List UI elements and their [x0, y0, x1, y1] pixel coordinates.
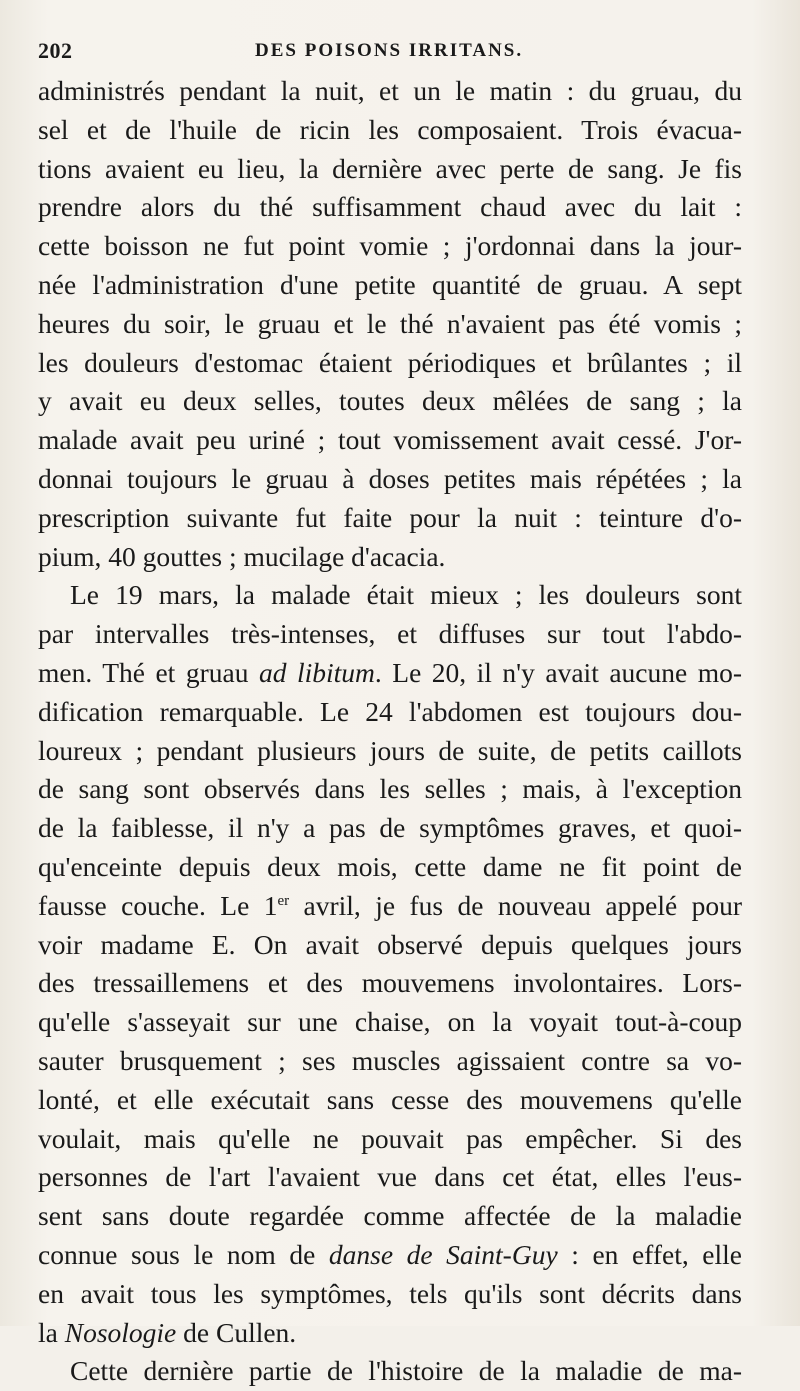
text-line: née l'administration d'une petite quantité de gruau. A sept	[38, 268, 742, 300]
text-line: lonté, et elle exécutait sans cesse des mouvemens qu'elle	[38, 1083, 742, 1115]
paragraph-end-line: pium, 40 gouttes ; mucilage d'acacia.	[38, 540, 446, 572]
paragraph-start-line: Le 19 mars, la malade était mieux ; les douleurs sont	[70, 579, 742, 611]
text-line: connue sous le nom de danse de Saint-Guy : en effet, elle	[38, 1238, 742, 1270]
text-line: sel et de l'huile de ricin les composaient. Trois évacua-	[38, 113, 742, 145]
italic-phrase: ad libitum	[258, 656, 375, 688]
text-line: dification remarquable. Le 24 l'abdomen est toujours dou-	[38, 695, 742, 727]
page-header	[38, 38, 740, 68]
text-line: les douleurs d'estomac étaient périodiques et brûlantes ; il	[38, 346, 742, 378]
text-line: donnai toujours le gruau à doses petites mais répétées ; la	[38, 462, 742, 494]
text-line: qu'elle s'asseyait sur une chaise, on la voyait tout-à-coup	[38, 1006, 742, 1038]
italic-phrase: Nosologie	[64, 1316, 177, 1348]
italic-phrase: danse de Saint-Guy	[328, 1238, 558, 1270]
text-line: des tressaillemens et des mouvemens involontaires. Lors-	[38, 967, 742, 999]
paragraph-end-line: la Nosologie de Cullen.	[38, 1316, 297, 1348]
text-line: y avait eu deux selles, toutes deux mêlées de sang ; la	[38, 385, 742, 417]
text-line: qu'enceinte depuis deux mois, cette dame ne fit point de	[38, 850, 742, 882]
text-line: loureux ; pendant plusieurs jours de suite, de petits caillots	[38, 734, 742, 766]
text-line: de sang sont observés dans les selles ; mais, à l'exception	[38, 773, 742, 805]
text-line: voulait, mais qu'elle ne pouvait pas empêcher. Si des	[38, 1122, 742, 1154]
superscript: er	[277, 892, 290, 909]
text-line: heures du soir, le gruau et le thé n'avaient pas été vomis ;	[38, 307, 742, 339]
text-line: sauter brusquement ; ses muscles agissaient contre sa vo-	[38, 1044, 742, 1076]
text-line: malade avait peu uriné ; tout vomissement avait cessé. J'or-	[38, 424, 742, 456]
text-line: sent sans doute regardée comme affectée de la maladie	[38, 1200, 742, 1232]
text-line: voir madame E. On avait observé depuis quelques jours	[38, 928, 742, 960]
running-title: DES POISONS IRRITANS.	[255, 40, 524, 61]
page-number: 202	[38, 38, 73, 63]
text-line: cette boisson ne fut point vomie ; j'ordonnai dans la jour-	[38, 230, 742, 262]
text-line: prescription suivante fut faite pour la nuit : teinture d'o-	[38, 501, 742, 533]
text-line: tions avaient eu lieu, la dernière avec perte de sang. Je fis	[38, 152, 742, 184]
text-line: men. Thé et gruau ad libitum. Le 20, il n'y avait aucune mo-	[38, 656, 742, 688]
body-text	[38, 72, 742, 1391]
text-line: par intervalles très-intenses, et diffuses sur tout l'abdo-	[38, 618, 742, 650]
text-line: administrés pendant la nuit, et un le matin : du gruau, du	[38, 75, 742, 106]
text-line: de la faiblesse, il n'y a pas de symptômes graves, et quoi-	[38, 812, 742, 844]
paragraph-start-line: Cette dernière partie de l'histoire de la maladie de ma-	[70, 1355, 742, 1387]
text-line: fausse couche. Le 1er avril, je fus de nouveau appelé pour	[38, 889, 742, 921]
text-line: en avait tous les symptômes, tels qu'ils sont décrits dans	[38, 1277, 742, 1309]
text-line: personnes de l'art l'avaient vue dans cet état, elles l'eus-	[38, 1161, 742, 1193]
text-line: prendre alors du thé suffisamment chaud avec du lait :	[38, 191, 742, 223]
